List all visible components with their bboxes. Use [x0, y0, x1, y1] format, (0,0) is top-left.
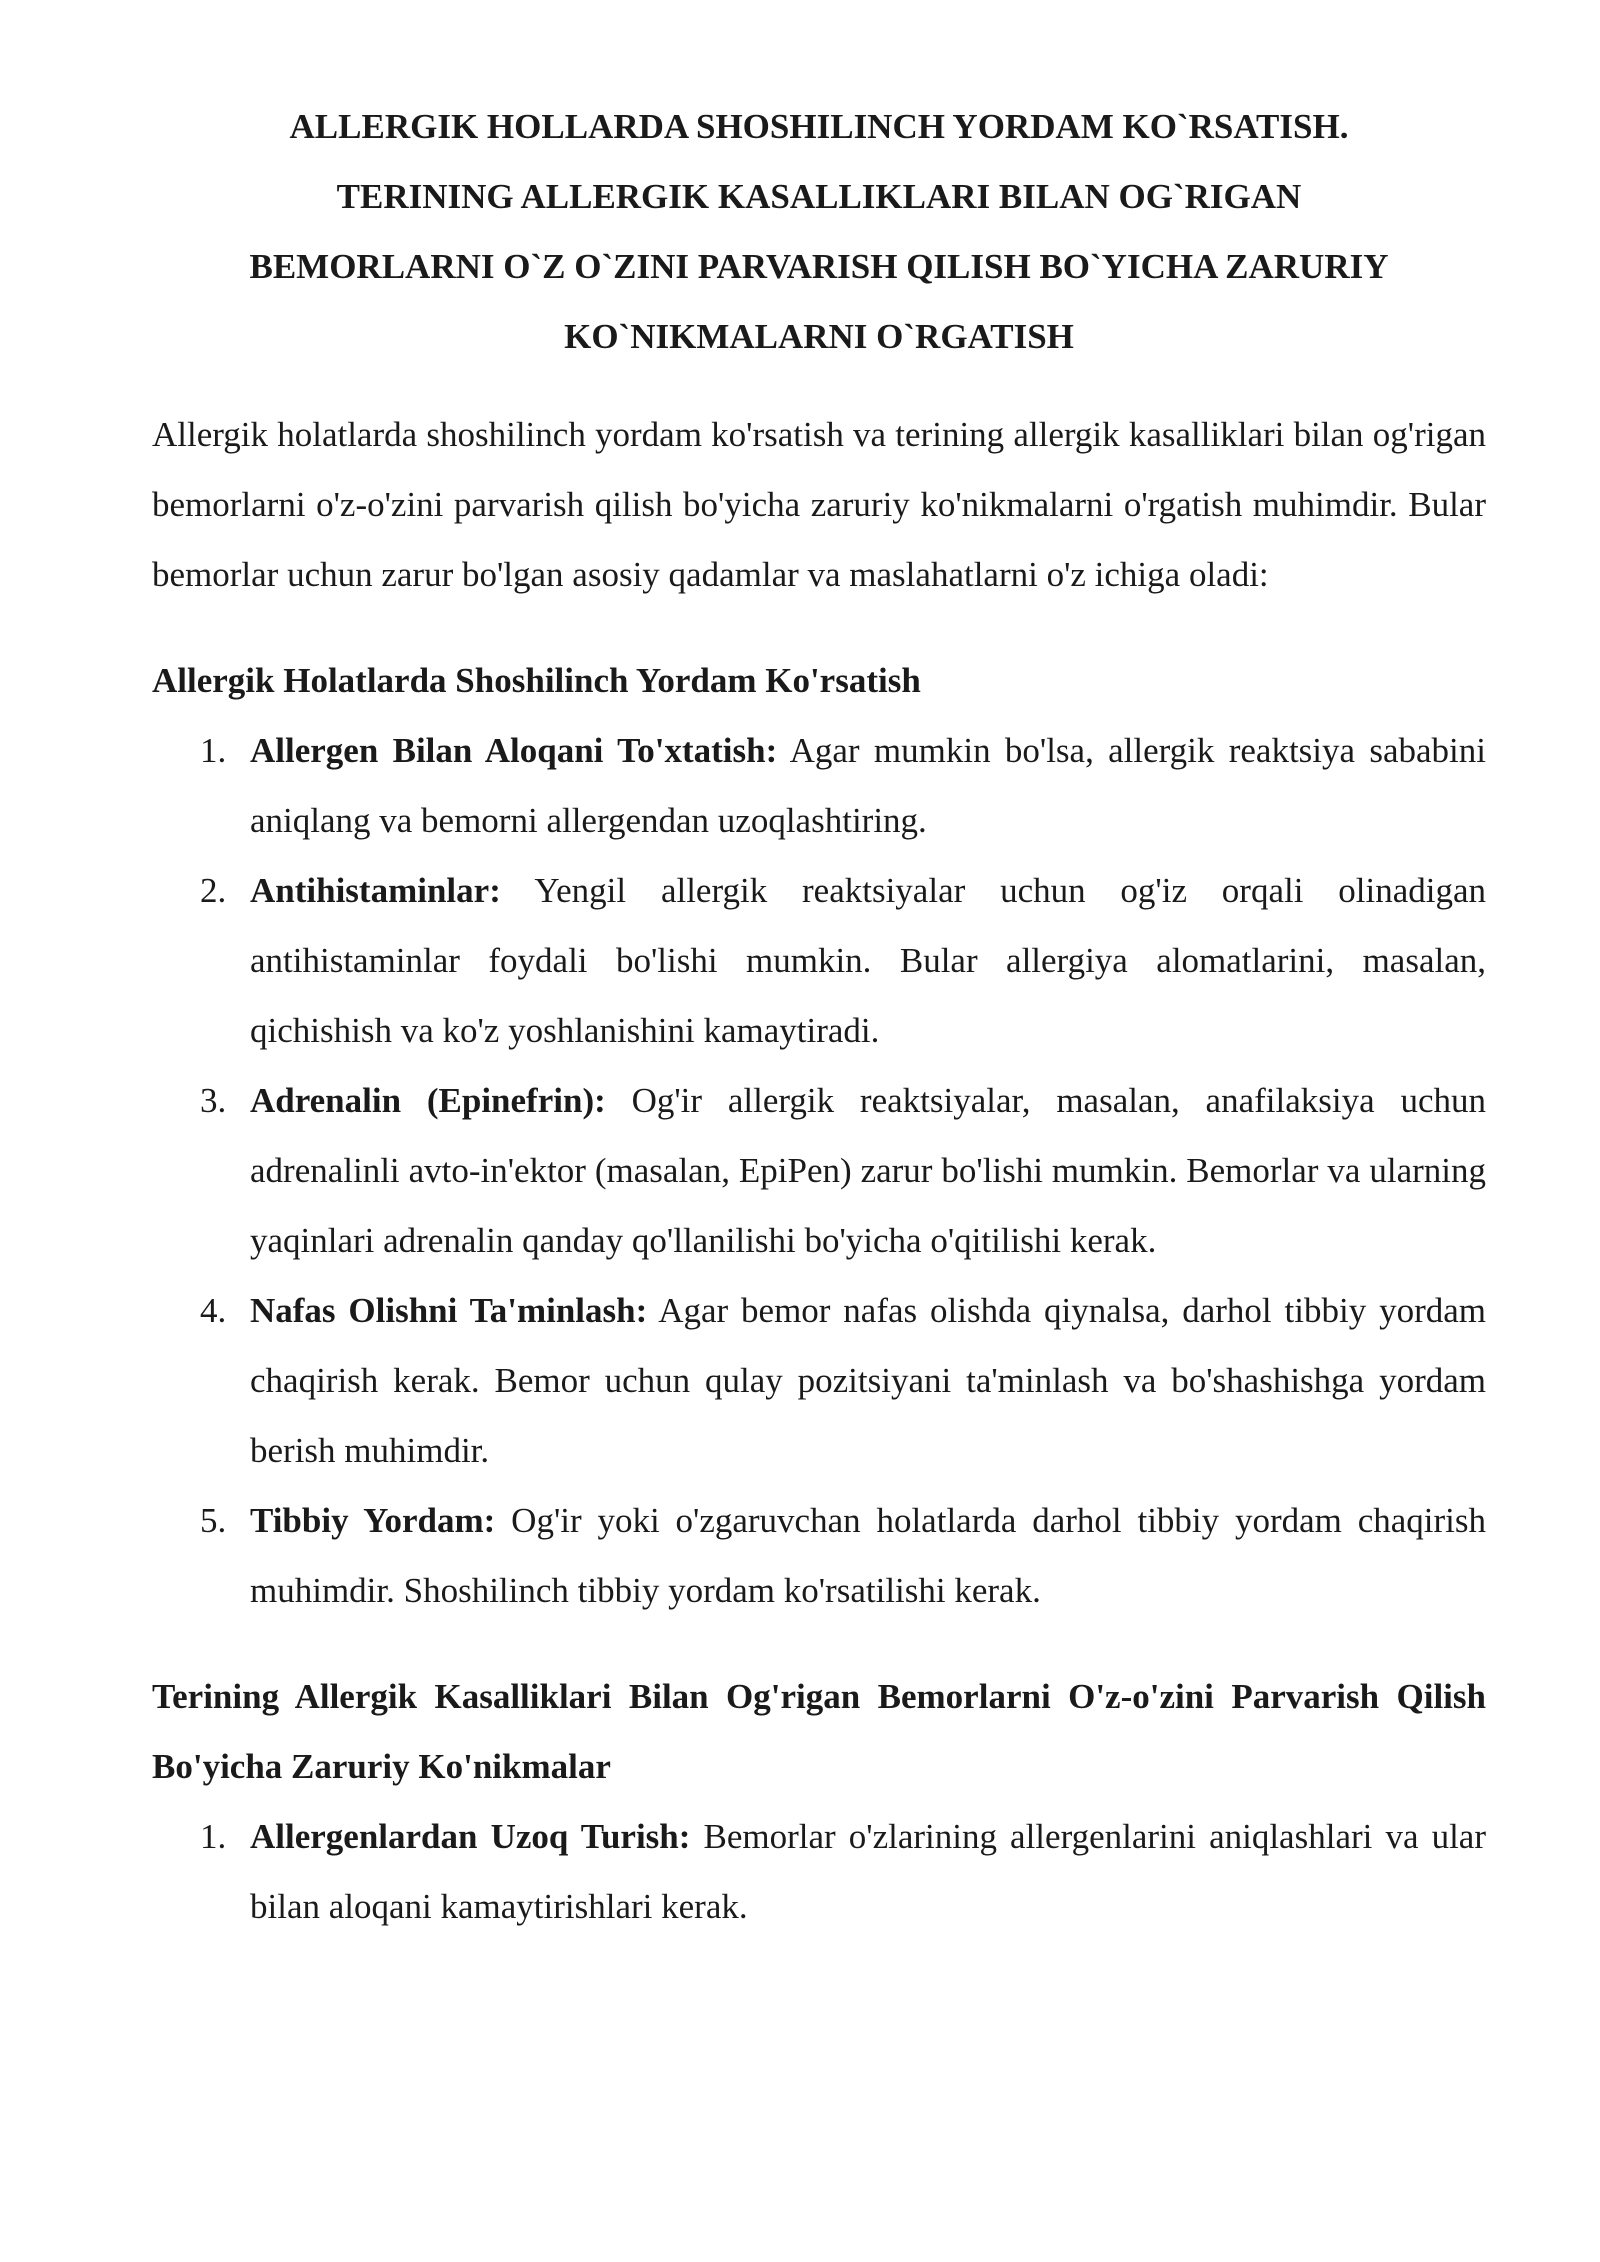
document-page	[152, 92, 1486, 1942]
list-item-term: Adrenalin (Epinefrin):	[250, 1081, 606, 1120]
list-item-text: Bemorlar o'zlarining allergenlarini aniqlashlari va ular bilan aloqani kamaytirishlari kerak.	[250, 1817, 1486, 1926]
intro-paragraph: Allergik holatlarda shoshilinch yordam ko'rsatish va terining allergik kasalliklari bilan og'rigan bemorlarni o'z-o'zini parvarish qilish bo'yicha zaruriy ko'nikmalarni o'rgatish muhimdir. Bular bemorlar uchun zarur bo'lgan asosiy qadamlar va maslahatlarni o'z ichiga oladi:	[152, 415, 1486, 594]
list-item-text: Og'ir allergik reaktsiyalar, masalan, anafilaksiya uchun adrenalinli avto-in'ektor (masalan, EpiPen) zarur bo'lishi mumkin. Bemorlar va ularning yaqinlari adrenalin qanday qo'llanilishi bo'yicha o'qitilishi kerak.	[250, 1081, 1486, 1260]
list-item-text: Agar mumkin bo'lsa, allergik reaktsiya sababini aniqlang va bemorni allergendan uzoqlashtiring.	[250, 731, 1487, 840]
list-item-term: Antihistaminlar:	[250, 871, 501, 910]
list-item-number: 1.	[200, 731, 227, 770]
document-title	[152, 92, 1486, 372]
list-item-text: Yengil allergik reaktsiyalar uchun og'iz orqali olinadigan antihistaminlar foydali bo'lishi mumkin. Bular allergiya alomatlarini, masalan, qichishish va ko'z yoshlanishini kamaytiradi.	[250, 871, 1486, 1050]
list-item-term: Allergen Bilan Aloqani To'xtatish:	[250, 731, 778, 770]
emergency-steps-list	[152, 716, 1486, 1626]
list-item-text: Og'ir yoki o'zgaruvchan holatlarda darhol tibbiy yordam chaqirish muhimdir. Shoshilinch tibbiy yordam ko'rsatilishi kerak.	[250, 1501, 1487, 1610]
title-line: TERINING ALLERGIK KASALLIKLARI BILAN OG`RIGAN	[336, 177, 1302, 216]
list-item-number: 2.	[200, 871, 227, 910]
list-item-number: 4.	[200, 1291, 227, 1330]
list-item	[152, 1276, 1486, 1486]
list-item	[152, 856, 1486, 1066]
list-item	[152, 716, 1486, 856]
title-line: ALLERGIK HOLLARDA SHOSHILINCH YORDAM KO`RSATISH.	[289, 107, 1349, 146]
list-item	[152, 1802, 1486, 1942]
list-item	[152, 1066, 1486, 1276]
list-item-term: Nafas Olishni Ta'minlash:	[250, 1291, 648, 1330]
section-heading-emergency-care: Allergik Holatlarda Shoshilinch Yordam Ko'rsatish	[152, 661, 921, 700]
list-item-number: 3.	[200, 1081, 227, 1120]
self-care-skills-list	[152, 1802, 1486, 1942]
list-item-term: Allergenlardan Uzoq Turish:	[250, 1817, 691, 1856]
list-item-number: 1.	[200, 1817, 227, 1856]
list-item-term: Tibbiy Yordam:	[250, 1501, 496, 1540]
title-line: KO`NIKMALARNI O`RGATISH	[564, 317, 1074, 356]
list-item-number: 5.	[200, 1501, 227, 1540]
title-line: BEMORLARNI O`Z O`ZINI PARVARISH QILISH BO`YICHA ZARURIY	[249, 247, 1389, 286]
section-heading-self-care: Terining Allergik Kasalliklari Bilan Og'rigan Bemorlarni O'z-o'zini Parvarish Qilish Bo'yicha Zaruriy Ko'nikmalar	[152, 1677, 1486, 1786]
list-item	[152, 1486, 1486, 1626]
list-item-text: Agar bemor nafas olishda qiynalsa, darhol tibbiy yordam chaqirish kerak. Bemor uchun qulay pozitsiyani ta'minlash va bo'shashishga yordam berish muhimdir.	[250, 1291, 1486, 1470]
